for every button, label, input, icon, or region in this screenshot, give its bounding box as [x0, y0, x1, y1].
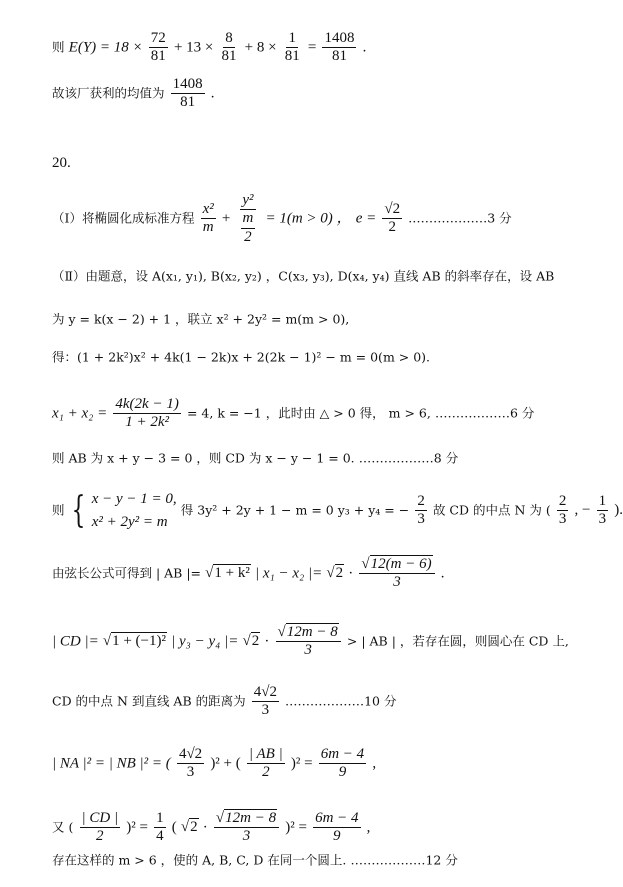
denominator: 81	[284, 48, 300, 65]
denominator: 9	[338, 764, 347, 781]
radicand: 12m − 8	[286, 624, 338, 640]
denominator: 3	[558, 511, 567, 527]
math-text: | y₃ − y₄ |=	[171, 633, 239, 650]
denominator: 3	[242, 828, 251, 845]
denominator: 4	[156, 828, 164, 845]
cd-length-rest: > | AB | ，若存在圆，则圆心在 CD 上,	[346, 633, 569, 649]
numerator: | CD |	[80, 810, 121, 828]
math-text: )² =	[126, 819, 148, 836]
fraction	[252, 684, 279, 720]
fraction	[319, 746, 366, 782]
denominator: 2	[244, 228, 252, 245]
text-prefix: 则	[52, 39, 65, 55]
fraction	[276, 624, 341, 660]
denominator: 81	[150, 48, 166, 65]
inner-fraction	[239, 210, 258, 246]
chord-text: 由弦长公式可得到 | AB |=	[52, 565, 202, 581]
math-text: , −	[574, 502, 591, 518]
fraction	[322, 30, 356, 66]
fraction	[201, 201, 216, 237]
radical: √2	[242, 633, 260, 650]
left-brace: {	[71, 489, 85, 531]
denominator: 81	[180, 94, 196, 111]
radical: √2	[326, 565, 344, 582]
system-eq2: x² + 2y² = m	[91, 513, 168, 530]
part-one-line	[52, 192, 512, 246]
fraction	[113, 396, 180, 432]
math-text: ).	[614, 502, 623, 518]
fraction	[382, 201, 402, 237]
sum-rest: = 4, k = −1 ，此时由 △ > 0 得， m > 6,	[186, 405, 431, 421]
numerator: m	[241, 210, 256, 228]
denominator: 81	[221, 48, 237, 65]
quadratic-line	[52, 351, 430, 364]
dot: ·	[264, 633, 270, 650]
radicand: 2	[251, 633, 260, 650]
fraction	[154, 810, 166, 846]
quadratic-text: 得：(1 + 2k²)x² + 4k(1 − 2k)x + 2(2k − 1)² − m = 0(m > 0).	[52, 349, 431, 365]
denominator: 9	[333, 828, 341, 845]
na-line	[52, 746, 376, 782]
numerator: 72	[149, 30, 168, 48]
line-ab-equation	[52, 313, 349, 326]
score-marker: ………………12 分	[350, 852, 458, 868]
fraction	[597, 493, 609, 529]
numerator: 1	[597, 493, 609, 511]
problem-number	[52, 156, 71, 171]
radicand: 12(m − 6)	[370, 556, 432, 572]
numerator: y²	[240, 192, 255, 210]
fraction	[171, 76, 205, 112]
radical: √1 + k²	[205, 565, 250, 582]
math-text: = 1(m > 0) ，	[265, 210, 352, 227]
math-text: .	[210, 85, 215, 102]
math-text: + 8 ×	[244, 39, 277, 56]
radicand: 1 + k²	[214, 565, 250, 582]
denominator: 81	[331, 48, 347, 65]
again-prefix: 又 (	[52, 819, 74, 835]
math-text: | x₁ − x₂ |=	[255, 565, 323, 582]
fraction	[415, 493, 427, 529]
math-text: (	[171, 819, 177, 836]
numerator: 1408	[171, 76, 205, 94]
radicand: 1 + (−1)²	[112, 633, 166, 650]
distance-line	[52, 684, 396, 720]
numerator: 4√2	[177, 746, 204, 764]
math-text: +	[221, 210, 231, 227]
math-text: + 13 ×	[173, 39, 214, 56]
denominator: 2	[388, 219, 396, 236]
fraction	[557, 493, 569, 529]
math-text: ,	[372, 755, 377, 772]
denominator: 3	[304, 642, 312, 659]
fraction	[220, 30, 239, 66]
chord-line	[52, 556, 445, 592]
fraction	[177, 746, 204, 782]
math-text: .	[362, 39, 367, 56]
fraction	[214, 810, 279, 846]
numerator: √2	[382, 201, 402, 219]
numerator: 1408	[322, 30, 356, 48]
text-prefix: 则	[52, 502, 65, 518]
fraction	[80, 810, 121, 846]
radicand: 2	[335, 565, 344, 582]
radical: √1 + (−1)²	[102, 633, 166, 650]
numerator: 4√2	[252, 684, 279, 702]
score-marker: .………………10 分	[285, 693, 397, 709]
math-text: ,	[366, 819, 371, 836]
denominator: 2	[262, 764, 270, 781]
fraction	[359, 556, 434, 592]
numerator: 1	[286, 30, 298, 48]
numerator: √12m − 8	[276, 624, 341, 642]
mean-text: 故该厂获利的均值为	[52, 85, 165, 101]
denominator: 3	[598, 511, 607, 527]
numerator: x²	[201, 201, 216, 219]
expectation-line	[52, 30, 366, 66]
numerator: 8	[223, 30, 235, 48]
numerator: 6m − 4	[319, 746, 366, 764]
sum-line	[52, 396, 534, 432]
math-text: )² + (	[210, 755, 241, 772]
equation-system	[92, 488, 177, 533]
radicand: 2	[190, 819, 198, 836]
denominator: 2	[96, 828, 104, 845]
final-line	[52, 854, 458, 867]
system-line	[52, 488, 623, 533]
system-mid: 得 3y² + 2y + 1 − m = 0 y₃ + y₄ = −	[180, 502, 410, 518]
numerator: 2	[557, 493, 569, 511]
numerator: 4k(2k − 1)	[113, 396, 180, 414]
radical: √2	[180, 819, 198, 836]
cd-line	[52, 452, 458, 465]
score-marker: .………………3 分	[408, 210, 512, 226]
nested-fraction	[237, 192, 260, 246]
part-two-intro	[52, 270, 554, 283]
denominator: 3	[417, 511, 425, 527]
denominator: 3	[261, 702, 270, 719]
part-two-text: （Ⅱ）由题意，设 A(x₁, y₁), B(x₂, y₂) ，C(x₃, y₃), D(x₄, y₄) 直线 AB 的斜率存在，设 AB	[52, 268, 555, 284]
math-text: =	[307, 39, 317, 56]
numerator: 2	[415, 493, 427, 511]
cd-text: 则 AB 为 x + y − 3 = 0 ，则 CD 为 x − y − 1 = 0.	[52, 450, 355, 466]
midpoint-text: 故 CD 的中点 N 为 (	[432, 502, 551, 518]
math-text: )² =	[290, 755, 313, 772]
distance-text: CD 的中点 N 到直线 AB 的距离为	[52, 693, 246, 709]
mean-line	[52, 76, 215, 112]
eccentricity-lhs: e =	[355, 210, 377, 227]
numerator: 1	[154, 810, 166, 828]
cd-length-lhs: | CD |=	[52, 633, 99, 650]
fraction	[247, 746, 285, 782]
dot: ·	[348, 565, 354, 582]
radicand: 12m − 8	[225, 810, 277, 826]
fraction	[283, 30, 302, 66]
denominator: 3	[186, 764, 195, 781]
expectation-lhs: E(Y) = 18 ×	[68, 39, 143, 56]
numerator: √12(m − 6)	[359, 556, 434, 574]
cd-length-line	[52, 624, 569, 660]
denominator: 3	[393, 574, 401, 591]
score-marker: ………………8 分	[358, 450, 459, 466]
part-one-label: （Ⅰ）将椭圆化成标准方程	[52, 210, 195, 226]
math-text: )² =	[285, 819, 307, 836]
fraction	[313, 810, 360, 846]
numerator: √12m − 8	[214, 810, 279, 828]
again-line	[52, 810, 370, 846]
dot: ·	[202, 819, 208, 836]
denominator: 1 + 2k²	[125, 414, 169, 431]
line-ab-text: 为 y = k(x − 2) + 1 ，联立 x² + 2y² = m(m > 0),	[52, 311, 350, 327]
na-lhs: | NA |² = | NB |² = (	[52, 755, 171, 772]
fraction	[149, 30, 168, 66]
problem-number-text: 20.	[52, 155, 71, 171]
sum-lhs: x₁ + x₂ =	[52, 405, 108, 422]
denominator: m	[202, 219, 214, 236]
final-text: 存在这样的 m > 6 ，使的 A, B, C, D 在同一个圆上.	[52, 852, 347, 868]
system-eq1: x − y − 1 = 0,	[91, 491, 177, 507]
score-marker: ………………6 分	[434, 405, 535, 421]
numerator: 6m − 4	[313, 810, 360, 828]
numerator: | AB |	[247, 746, 285, 764]
math-text: .	[440, 565, 445, 582]
